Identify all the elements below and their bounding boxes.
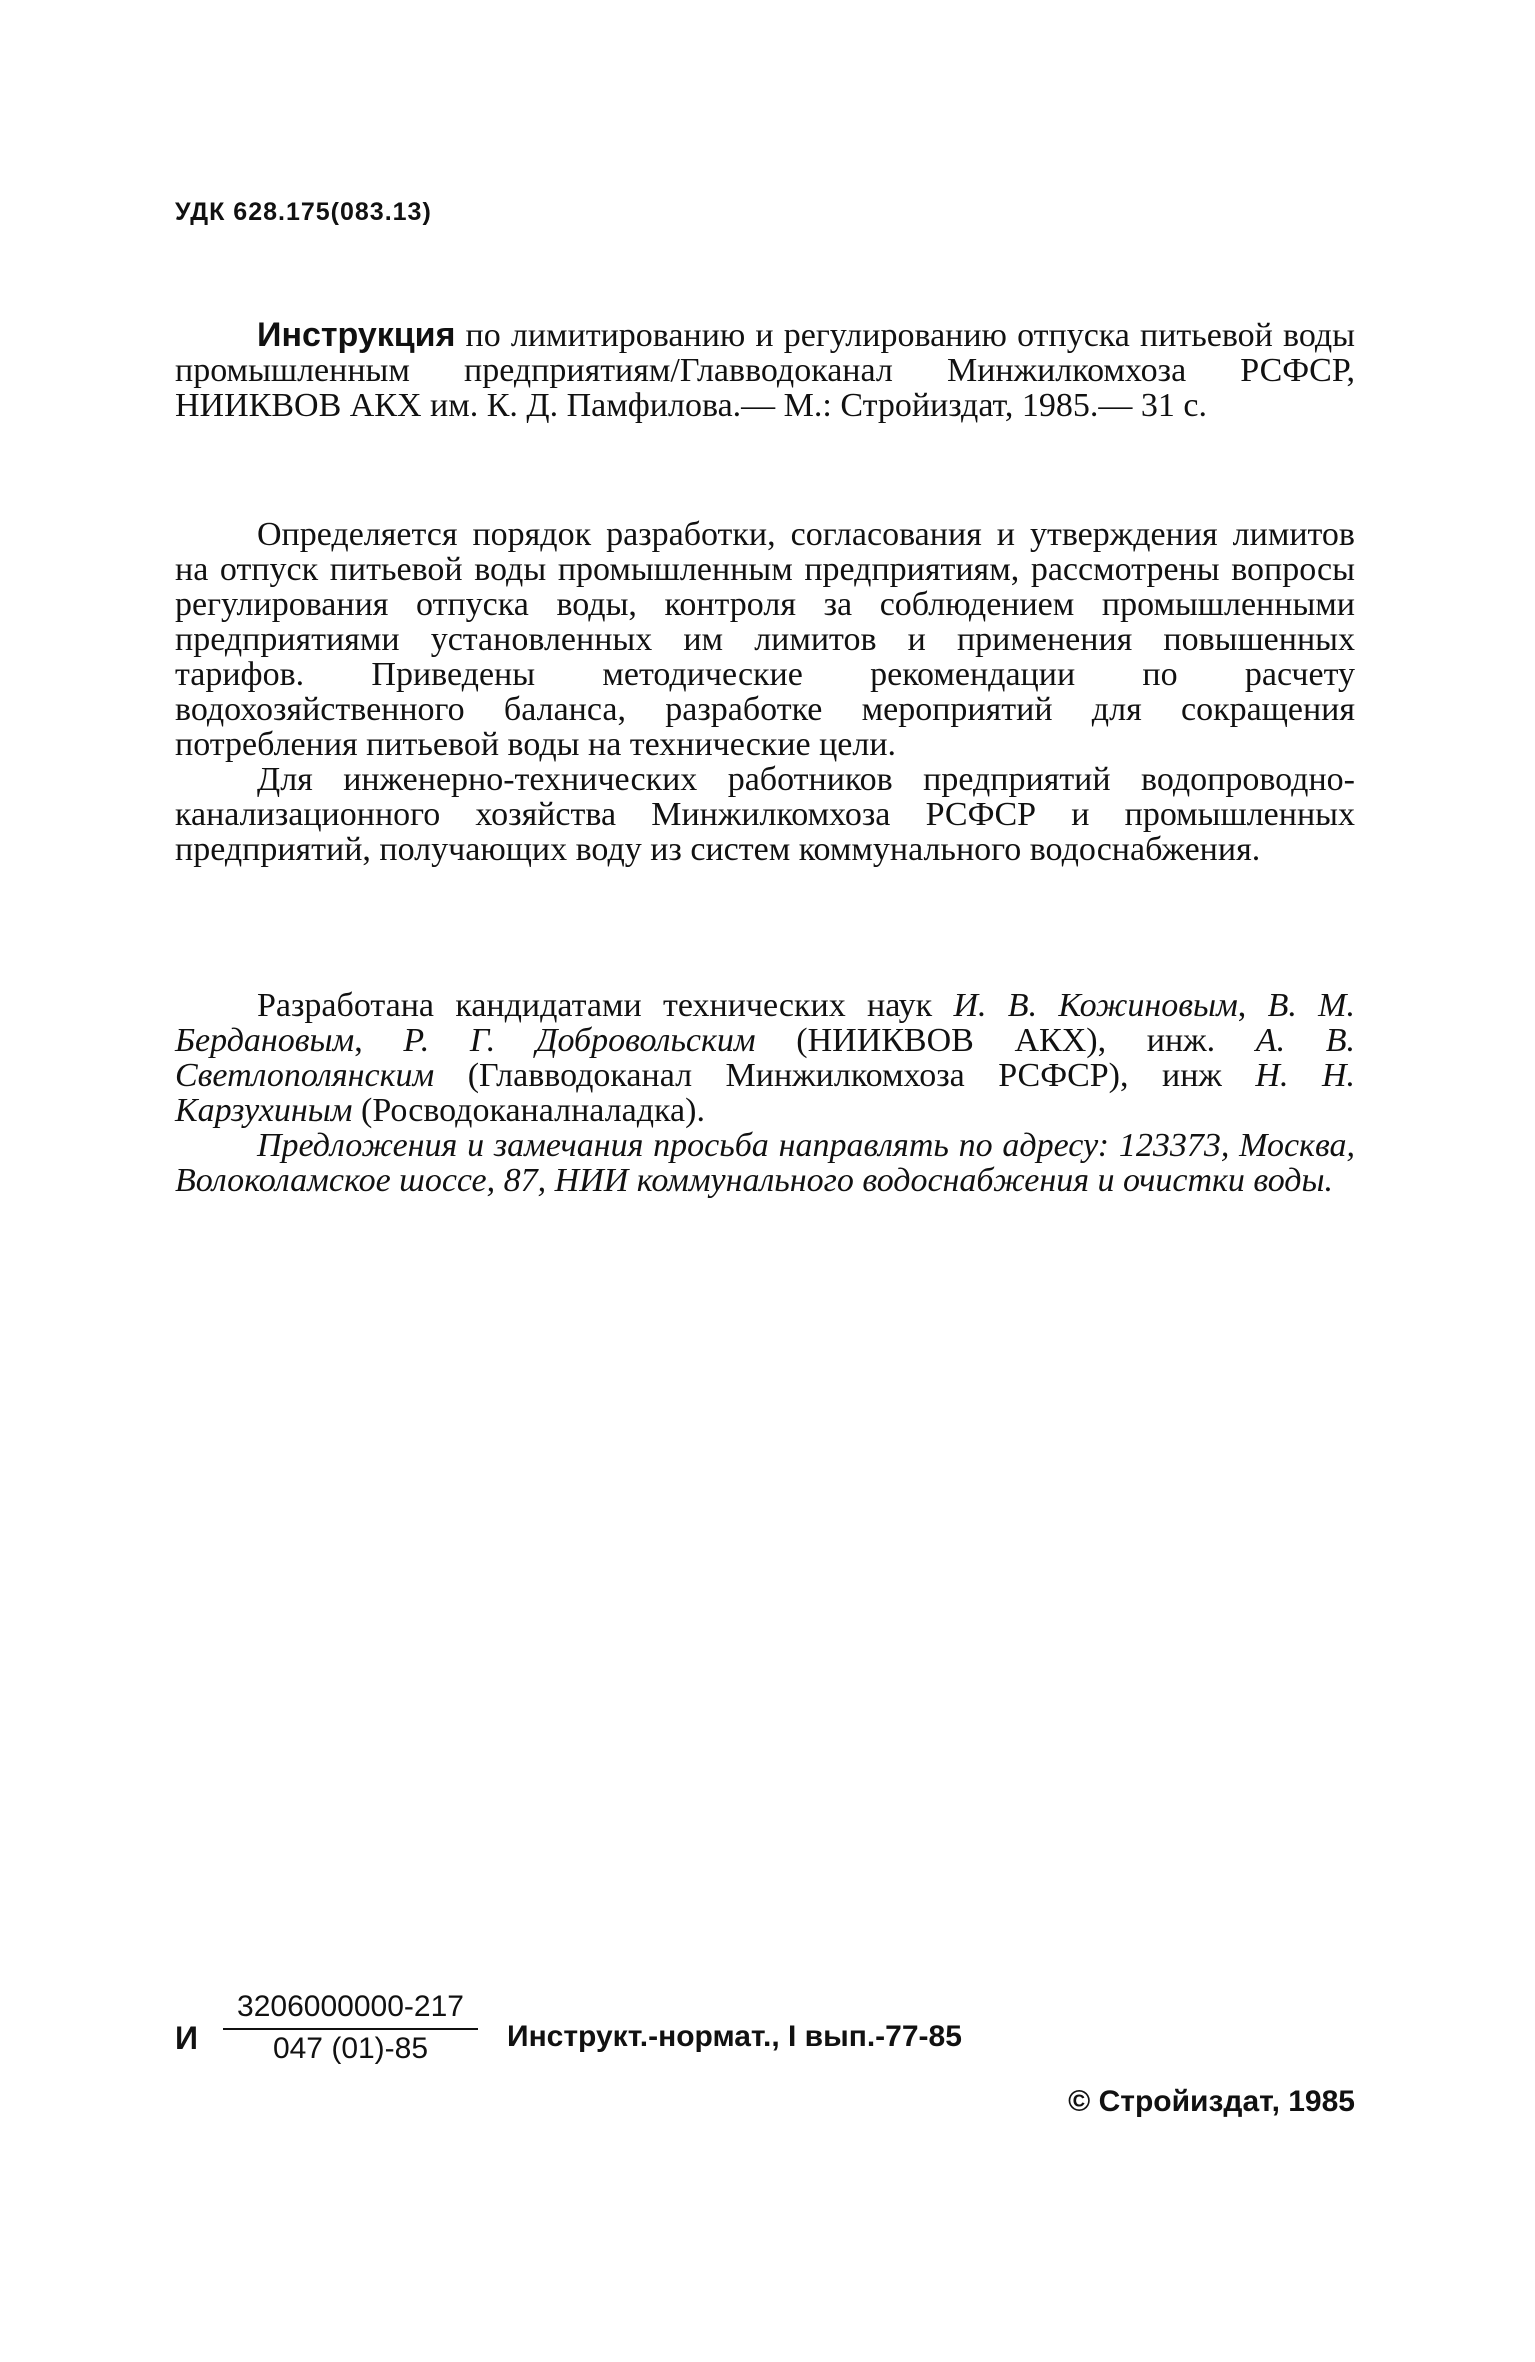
citation-lead: Инструкция: [257, 316, 456, 354]
annotation-paragraph-1: Определяется порядок разработки, согласования и утверждения лимитов на отпуск питьевой воды промышленным предприятиям, рассмотрены вопросы регулирования отпуска воды, контроля за соблюдением промышленными предприятиями установленных им лимитов и применения повышенных тарифов. Приведены методические рекомендации по расчету водохозяйственного баланса, разработке мероприятий для сокращения потребления питьевой воды на технические цели.: [175, 516, 1355, 763]
publication-index-text: Инструкт.-нормат., I вып.-77-85: [507, 2020, 962, 2053]
annotation: [175, 517, 1355, 867]
author-name: Р. Г. Добровольским: [403, 1022, 756, 1059]
index-letter: И: [175, 2020, 198, 2056]
copyright-notice: © Стройиздат, 1985: [1068, 2085, 1355, 2118]
author-name: Н. Н. Карзухиным: [175, 1057, 1356, 1129]
authors-section: [175, 988, 1355, 1198]
author-name: А. В. Светлополянским: [175, 1022, 1355, 1094]
authors-text: (Росводоканалналадка).: [352, 1092, 705, 1129]
bibliographic-citation: [175, 318, 1355, 423]
authors-text: (Главводоканал Минжилкомхоза РСФСР), инж: [434, 1057, 1256, 1094]
authors-text: Разработана кандидатами технических наук: [257, 987, 954, 1024]
authors-paragraph: [175, 988, 1355, 1128]
authors-text: ,: [354, 1022, 404, 1059]
annotation-paragraph-2: Для инженерно-технических работников предприятий водопроводно-канализационного хозяйства Минжилкомхоза РСФСР и промышленных предприятий, получающих воду из систем коммунального водоснабжения.: [175, 761, 1355, 868]
feedback-address: Предложения и замечания просьба направлять по адресу: 123373, Москва, Волоколамское шоссе, 87, НИИ коммунального водоснабжения и очистки воды.: [175, 1127, 1355, 1199]
citation-text: по лимитированию и регулированию отпуска питьевой воды промышленным предприятиям/Главводоканал Минжилкомхоза РСФСР, НИИКВОВ АКХ им. К. Д. Памфилова.— М.: Стройиздат, 1985.— 31 с.: [175, 317, 1355, 424]
index-denominator: 047 (01)-85: [272, 2032, 429, 2065]
author-name: И. В. Кожиновым: [953, 987, 1238, 1024]
authors-text: ,: [1237, 987, 1268, 1024]
authors-text: (НИИКВОВ АКХ), инж.: [755, 1022, 1256, 1059]
udk-code: УДК 628.175(083.13): [175, 198, 432, 226]
author-name: В. М. Бердановым: [175, 987, 1356, 1059]
publication-code-block: [175, 1990, 1355, 2118]
index-fraction: [223, 1990, 478, 2066]
index-numerator: 3206000000-217: [223, 1990, 478, 2030]
